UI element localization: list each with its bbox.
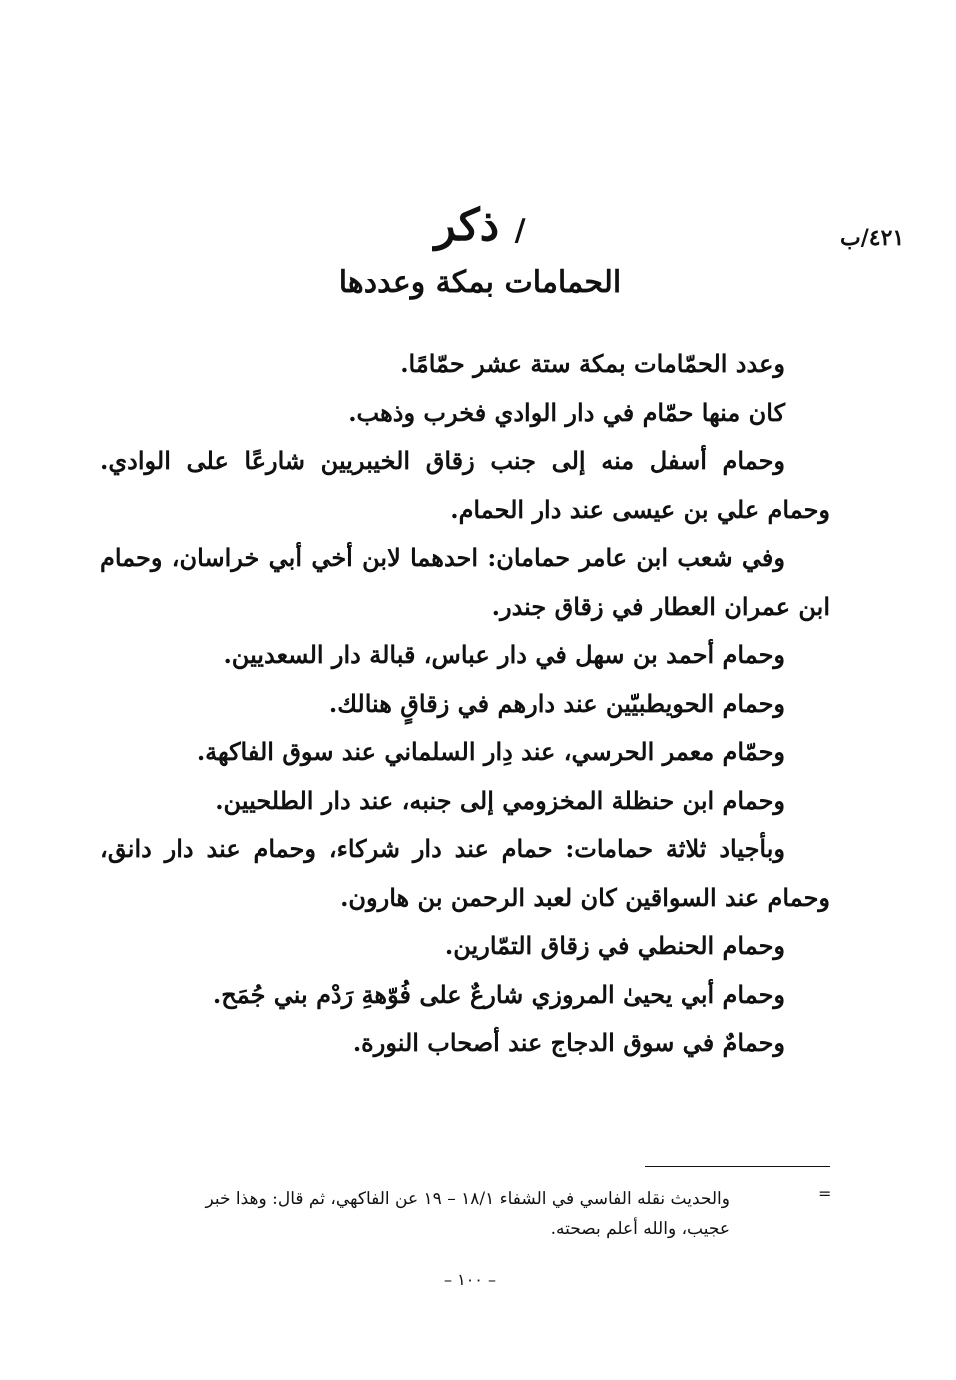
body-text	[100, 340, 830, 1068]
paragraph: وحمام الحويطبيّين عند دارهم في زقاقٍ هنالك.	[328, 688, 785, 718]
heading-word: ذكر	[434, 200, 500, 251]
footnote	[110, 1184, 730, 1244]
heading-slash: /	[514, 213, 526, 248]
paragraph: وحمام أحمد بن سهل في دار عباس، قبالة دار السعديين.	[223, 640, 785, 669]
paragraph: وحمام أبي يحيىٰ المروزي شارعٌ على فُوّهةِ رَدْم بني جُمَح.	[212, 979, 785, 1009]
paragraph: وحمام أسفل منه إلى جنب زقاق الخيبريين شارعًا على الوادي. وحمام علي بن عيسى عند دار الحمام.	[100, 446, 830, 524]
paragraph: وحمام ابن حنظلة المخزومي إلى جنبه، عند دار الطلحيين.	[215, 785, 785, 815]
page-number: – ١٠٠ –	[444, 1270, 496, 1289]
paragraph: وحمّام معمر الحرسي، عند دِار السلماني عند سوق الفاكهة.	[196, 737, 785, 766]
paragraph: وحمام الحنطي في زقاق التمّارين.	[444, 931, 785, 960]
paragraph: وفي شعب ابن عامر حمامان: احدهما لابن أخي أبي خراسان، وحمام ابن عمران العطار في زقاق جندر.	[100, 543, 830, 621]
margin-folio-reference: ٤٢١/ب	[840, 225, 905, 251]
section-heading	[260, 200, 700, 251]
footnote-line: والحديث نقله الفاسي في الشفاء ١٨/١ – ١٩ عن الفاكهي، ثم قال: وهذا خبر	[205, 1189, 730, 1209]
paragraph: وبأجياد ثلاثة حمامات: حمام عند دار شركاء، وحمام عند دار دانق، وحمام عند السواقين كان لعبد الرحمن بن هارون.	[100, 834, 830, 912]
footnote-continuation-mark: =	[818, 1184, 832, 1203]
section-subtitle: الحمامات بمكة وعددها	[338, 265, 622, 300]
footnote-divider	[645, 1166, 830, 1167]
paragraph: وعدد الحمّامات بمكة ستة عشر حمّامًا.	[400, 349, 785, 378]
paragraph: وحمامٌ في سوق الدجاج عند أصحاب النورة.	[352, 1028, 785, 1057]
paragraph: كان منها حمّام في دار الوادي فخرب وذهب.	[348, 397, 785, 427]
footnote-line: عجيب، والله أعلم بصحته.	[550, 1219, 730, 1239]
